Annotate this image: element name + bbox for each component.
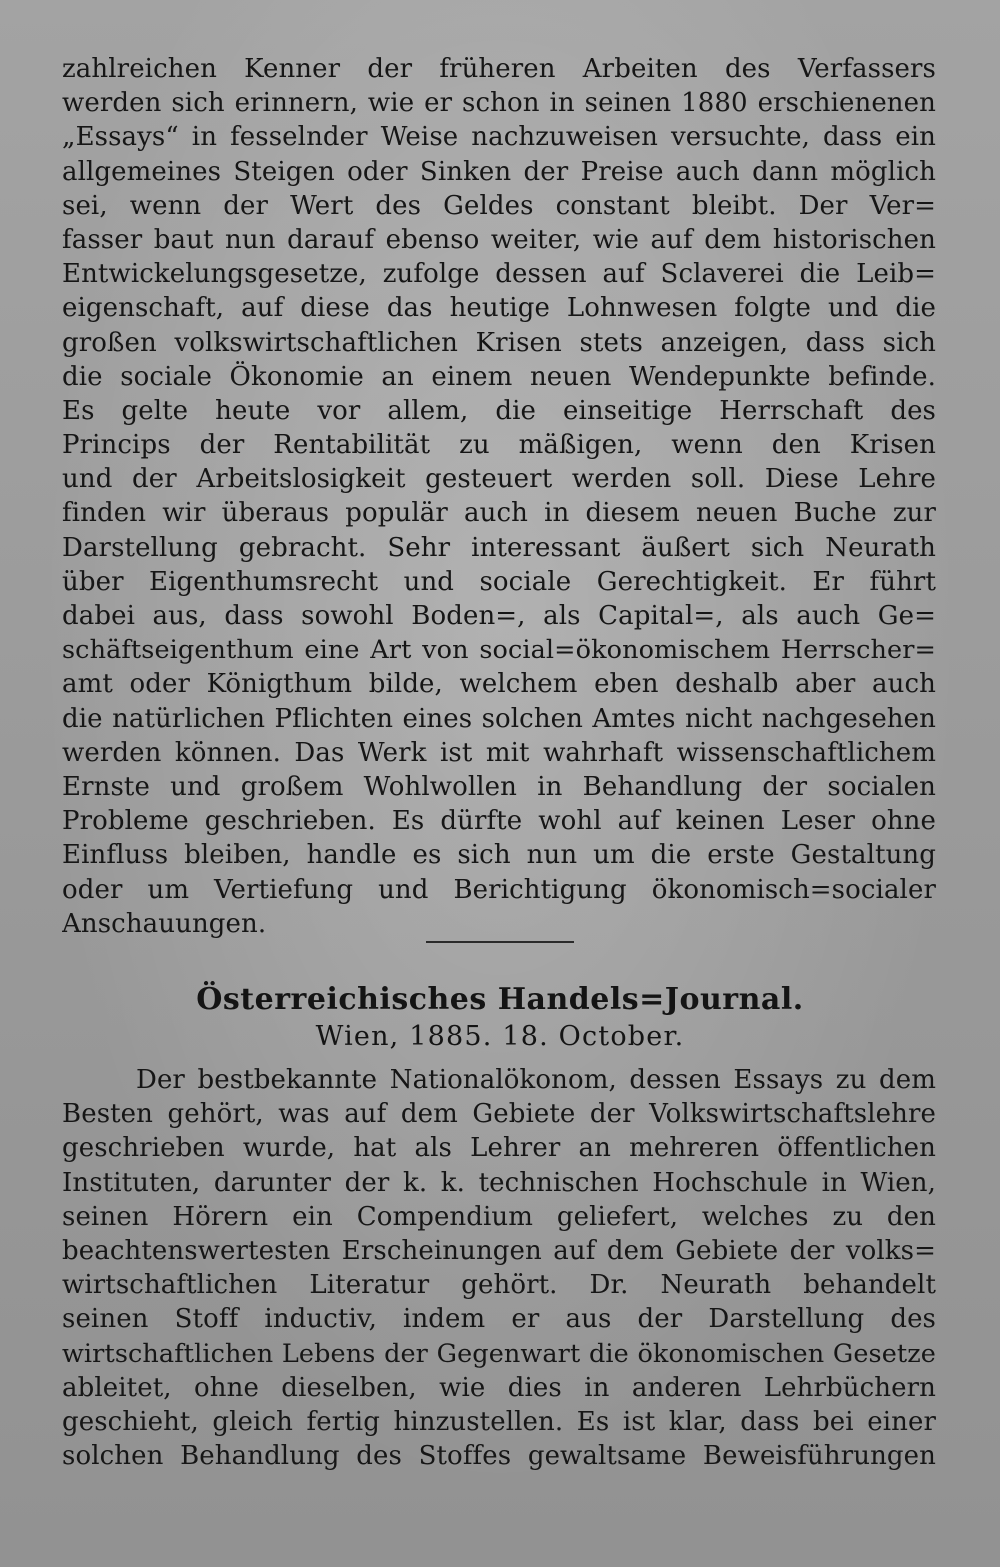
text-line: Darstellung gebracht. Sehr interessant äußert sich Neurath: [62, 532, 936, 563]
text-line: wirtschaftlichen Lebens der Gegenwart die ökonomischen Gesetze: [62, 1338, 936, 1369]
text-line: schäftseigenthum eine Art von social=ökonomischem Herrscher=: [62, 635, 936, 666]
text-line: oder um Vertiefung und Berichtigung ökonomisch=socialer: [62, 874, 936, 905]
text-line: und der Arbeitslosigkeit gesteuert werden soll. Diese Lehre: [62, 464, 936, 495]
text-line: die natürlichen Pflichten eines solchen Amtes nicht nachgesehen: [62, 703, 936, 734]
section-title: Österreichisches Handels=Journal.: [196, 982, 804, 1017]
text-line: seinen Stoff inductiv, indem er aus der Darstellung des: [62, 1304, 936, 1335]
text-line: über Eigenthumsrecht und sociale Gerechtigkeit. Er führt: [62, 566, 936, 597]
text-line: geschrieben wurde, hat als Lehrer an mehreren öffentlichen: [62, 1133, 936, 1164]
section-divider: [426, 941, 574, 943]
text-line: Es gelte heute vor allem, die einseitige Herrschaft des: [62, 395, 936, 426]
text-line: amt oder Königthum bilde, welchem eben deshalb aber auch: [62, 669, 936, 700]
text-line: Entwickelungsgesetze, zufolge dessen auf Sclaverei die Leib=: [62, 259, 936, 290]
text-line: Besten gehört, was auf dem Gebiete der Volkswirtschaftslehre: [62, 1099, 936, 1130]
text-line: zahlreichen Kenner der früheren Arbeiten des Verfassers: [62, 54, 936, 84]
text-line: sei, wenn der Wert des Geldes constant bleibt. Der Ver=: [62, 190, 936, 221]
text-line: „Essays“ in fesselnder Weise nachzuweisen versuchte, dass ein: [62, 122, 936, 153]
text-line: Einfluss bleiben, handle es sich nun um die erste Gestaltung: [62, 840, 936, 871]
text-line: wirtschaftlichen Literatur gehört. Dr. Neurath behandelt: [62, 1270, 936, 1301]
text-line: ableitet, ohne dieselben, wie dies in anderen Lehrbüchern: [62, 1372, 936, 1403]
text-line: die sociale Ökonomie an einem neuen Wendepunkte befinde.: [62, 361, 936, 392]
text-line: seinen Hörern ein Compendium geliefert, welches zu den: [62, 1201, 936, 1232]
text-line: Princips der Rentabilität zu mäßigen, wenn den Krisen: [62, 430, 936, 461]
review-text: [62, 1063, 936, 1473]
text-line: Der bestbekannte Nationalökonom, dessen Essays zu dem: [136, 1065, 936, 1095]
text-line: fasser baut nun darauf ebenso weiter, wie auf dem historischen: [62, 224, 936, 255]
text-line: solchen Behandlung des Stoffes gewaltsame Beweisführungen: [62, 1441, 936, 1472]
text-line: eigenschaft, auf diese das heutige Lohnwesen folgte und die: [62, 293, 936, 324]
text-line: Instituten, darunter der k. k. technischen Hochschule in Wien,: [62, 1167, 936, 1198]
text-line: werden können. Das Werk ist mit wahrhaft wissenschaftlichem: [62, 737, 936, 768]
text-line: finden wir überaus populär auch in diesem neuen Buche zur: [62, 498, 936, 529]
section-dateline: Wien, 1885. 18. October.: [315, 1021, 685, 1052]
text-line: großen volkswirtschaftlichen Krisen stets anzeigen, dass sich: [62, 327, 936, 358]
text-line: geschieht, gleich fertig hinzustellen. Es ist klar, dass bei einer: [62, 1406, 936, 1437]
text-line: Anschauungen.: [62, 908, 267, 939]
text-line: werden sich erinnern, wie er schon in seinen 1880 erschienenen: [62, 88, 936, 119]
text-line: Ernste und großem Wohlwollen in Behandlung der socialen: [62, 771, 936, 802]
text-line: beachtenswertesten Erscheinungen auf dem Gebiete der volks=: [62, 1235, 936, 1266]
text-line: Probleme geschrieben. Es dürfte wohl auf keinen Leser ohne: [62, 806, 936, 837]
review-continued-text: [62, 52, 936, 941]
text-line: allgemeines Steigen oder Sinken der Preise auch dann möglich: [62, 156, 936, 187]
text-line: dabei aus, dass sowohl Boden=, als Capital=, als auch Ge=: [62, 601, 936, 631]
